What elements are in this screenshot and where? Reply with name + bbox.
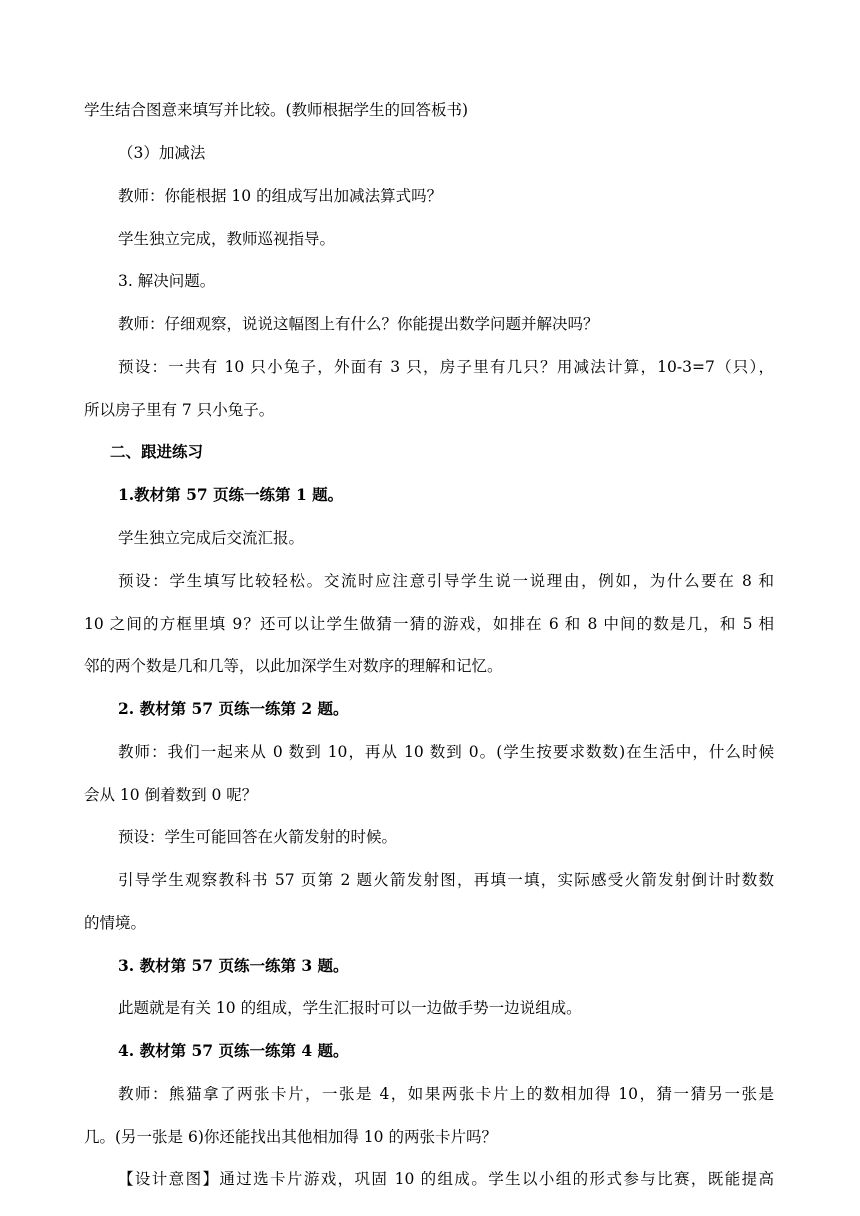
exercise-heading: 1.教材第 57 页练一练第 1 题。 — [118, 485, 344, 504]
paragraph-line: 教师：你能根据 10 的组成写出加减法算式吗？ — [118, 187, 443, 205]
paragraph-line: 的情境。 — [84, 914, 147, 932]
exercise-heading: 3. 教材第 57 页练一练第 3 题。 — [118, 956, 349, 975]
design-intent-line: 【设计意图】通过选卡片游戏，巩固 10 的组成。学生以小组的形式参与比赛，既能提高 — [118, 1170, 774, 1188]
paragraph-line: 学生独立完成，教师巡视指导。 — [118, 230, 336, 248]
paragraph-line: 几。(另一张是 6)你还能找出其他相加得 10 的两张卡片吗？ — [84, 1128, 497, 1146]
paragraph-line: 引导学生观察教科书 57 页第 2 题火箭发射图，再填一填，实际感受火箭发射倒计时数数 — [118, 871, 774, 889]
paragraph-line: 此题就是有关 10 的组成，学生汇报时可以一边做手势一边说组成。 — [118, 999, 582, 1017]
paragraph-line: 会从 10 倒着数到 0 呢？ — [84, 786, 258, 804]
paragraph-line: 邻的两个数是几和几等，以此加深学生对数序的理解和记忆。 — [84, 657, 503, 675]
exercise-heading: 2. 教材第 57 页练一练第 2 题。 — [118, 699, 349, 718]
section-heading: 二、跟进练习 — [110, 442, 204, 461]
paragraph-line: 教师：我们一起来从 0 数到 10，再从 10 数到 0。(学生按要求数数)在生活中，什么时候 — [118, 743, 774, 761]
exercise-heading: 4. 教材第 57 页练一练第 4 题。 — [118, 1041, 349, 1060]
paragraph-line: 教师：熊猫拿了两张卡片，一张是 4，如果两张卡片上的数相加得 10，猜一猜另一张是 — [118, 1085, 774, 1103]
paragraph-line: 3. 解决问题。 — [118, 272, 216, 290]
paragraph-line: 所以房子里有 7 只小兔子。 — [84, 401, 275, 419]
paragraph-line: 10 之间的方框里填 9？还可以让学生做猜一猜的游戏，如排在 6 和 8 中间的数是几，和 5 相 — [84, 615, 774, 633]
paragraph-line: 预设：学生可能回答在火箭发射的时候。 — [118, 828, 398, 846]
subsection-heading: （3）加减法 — [118, 144, 206, 162]
paragraph-line: 学生结合图意来填写并比较。(教师根据学生的回答板书) — [84, 101, 469, 119]
paragraph-line: 预设：学生填写比较轻松。交流时应注意引导学生说一说理由，例如，为什么要在 8 和 — [118, 572, 774, 590]
paragraph-line: 教师：仔细观察，说说这幅图上有什么？你能提出数学问题并解决吗？ — [118, 315, 599, 333]
paragraph-line: 预设：一共有 10 只小兔子，外面有 3 只，房子里有几只？用减法计算，10-3=7（只）， — [118, 358, 774, 376]
paragraph-line: 学生独立完成后交流汇报。 — [118, 529, 305, 547]
